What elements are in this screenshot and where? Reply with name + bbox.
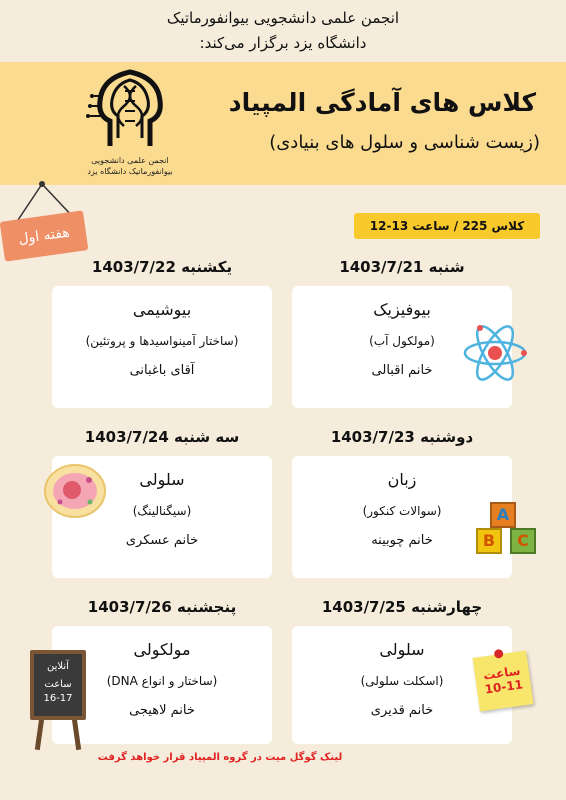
card-topic: (اسکلت سلولی) — [360, 674, 444, 688]
card-subject: زبان — [387, 470, 417, 489]
week-sign-label: هفته اول — [0, 210, 88, 261]
card-subject: بیوشیمی — [132, 300, 192, 319]
card-teacher: خانم قدیری — [370, 703, 434, 718]
card-subject: سلولی — [139, 470, 185, 489]
logo-caption-line-2: بیوانفورماتیک دانشگاه یزد — [87, 167, 173, 176]
association-logo — [70, 66, 190, 184]
card-subject: بیوفیزیک — [373, 300, 431, 319]
footer-note: لینک گوگل میت در گروه المپیاد قرار خواهد گرفت — [97, 752, 343, 763]
intro-line-1: انجمن علمی دانشجویی بیوانفورماتیک — [166, 9, 400, 27]
page-subtitle: (زیست شناسی و سلول های بنیادی) — [269, 132, 540, 153]
pushpin-icon — [494, 649, 504, 659]
card-teacher: خانم اقبالی — [371, 363, 433, 378]
day-card-sunday — [52, 286, 272, 408]
card-topic: (ساختار و انواع DNA) — [106, 674, 218, 688]
card-teacher: خانم لاهیجی — [129, 703, 195, 718]
day-header-saturday: شنبه 1403/7/21 — [339, 258, 465, 276]
card-teacher: آقای باغبانی — [129, 363, 195, 378]
sticky-note-line-1: ساعت — [482, 663, 522, 683]
day-header-monday: دوشنبه 1403/7/23 — [330, 428, 474, 446]
chalkboard-sign — [30, 650, 86, 750]
card-teacher: خانم چوبینه — [371, 533, 433, 548]
day-header-wednesday: چهارشنبه 1403/7/25 — [321, 598, 483, 616]
intro-text — [0, 6, 566, 56]
card-topic: (سیگنالینگ) — [132, 504, 192, 518]
card-teacher: خانم عسکری — [125, 533, 199, 548]
block-a: A — [490, 502, 516, 528]
board-line-1: آنلاین — [47, 661, 69, 672]
cell-icon — [42, 462, 108, 520]
block-c: C — [510, 528, 536, 554]
intro-line-2: دانشگاه یزد برگزار می‌کند: — [199, 34, 367, 52]
logo-caption-line-1: انجمن علمی دانشجویی — [91, 156, 169, 165]
board-line-3: 16-17 — [43, 693, 73, 704]
card-subject: سلولی — [379, 640, 425, 659]
card-subject: مولکولی — [133, 640, 191, 659]
page-title: کلاس های آمادگی المپیاد — [228, 88, 536, 117]
abc-blocks-icon — [474, 502, 540, 558]
card-topic: (سوالات کنکور) — [362, 504, 442, 518]
class-info-badge: کلاس 225 / ساعت 13-12 — [354, 213, 540, 239]
dna-head-logo-icon — [70, 66, 190, 154]
board-line-2: ساعت — [44, 679, 72, 690]
day-header-sunday: یکشنبه 1403/7/22 — [91, 258, 233, 276]
day-header-thursday: پنجشنبه 1403/7/26 — [87, 598, 237, 616]
atom-icon — [460, 318, 530, 388]
sticky-note — [473, 651, 534, 712]
day-header-tuesday: سه شنبه 1403/7/24 — [84, 428, 240, 446]
block-b: B — [476, 528, 502, 554]
card-topic: (مولکول آب) — [369, 334, 435, 348]
sticky-note-line-2: 10-11 — [483, 677, 524, 697]
board-face — [30, 650, 86, 720]
card-topic: (ساختار آمینواسیدها و پروتئین) — [85, 334, 239, 348]
